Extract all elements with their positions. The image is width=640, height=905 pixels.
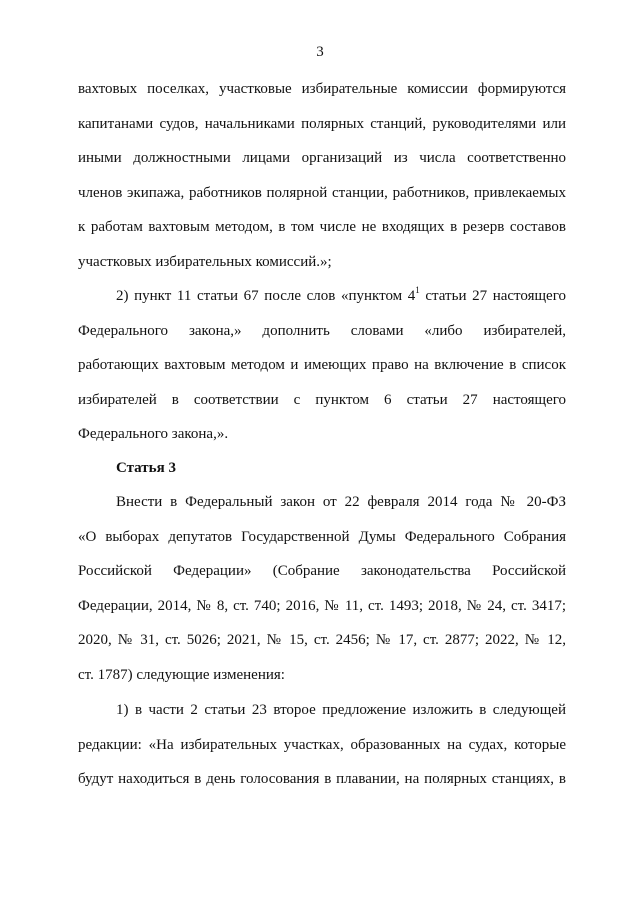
paragraph-continuation [78,72,566,279]
heading-text: Статья 3 [116,460,176,476]
text-line: Внести в Федеральный закон от 22 февраля 2014 года № 20-ФЗ [116,494,566,510]
text-line: 2020, № 31, ст. 5026; 2021, № 15, ст. 2456; № 17, ст. 2877; 2022, № 12, [78,632,566,648]
article-heading [78,451,566,486]
text-line: Федерального закона,» дополнить словами «либо избирателей, [78,322,566,339]
text-line: участковых избирательных комиссий.»; [78,253,332,270]
text-line: будут находиться в день голосования в плавании, на полярных станциях, в [78,771,566,787]
text-line: вахтовых поселках, участковые избирательные комиссии формируются [78,81,566,97]
text-line: «О выборах депутатов Государственной Думы Федерального Собрания [78,528,566,545]
text-line: работающих вахтовым методом и имеющих право на включение в список [78,357,566,373]
paragraph-item-2 [78,279,566,452]
text-line: членов экипажа, работников полярной станции, работников, привлекаемых [78,184,566,201]
text-fragment: 2) пункт 11 статьи 67 после слов «пунктом 4 [116,288,416,304]
superscript: 1 [415,285,420,295]
text-line: избирателей в соответствии с пунктом 6 статьи 27 настоящего [78,391,566,408]
text-line: Федерального закона,». [78,426,229,442]
text-line: Федерации, 2014, № 8, ст. 740; 2016, № 11, ст. 1493; 2018, № 24, ст. 3417; [78,597,566,614]
text-line: редакции: «На избирательных участках, образованных на судах, которые [78,736,566,753]
text-line: иными должностными лицами организаций из числа соответственно [78,150,566,166]
paragraph-item-1 [78,693,566,797]
page-number: 3 [316,44,324,60]
text-line: ст. 1787) следующие изменения: [78,666,285,683]
text-line: капитанами судов, начальниками полярных станций, руководителями или [78,115,566,132]
text-line [78,279,566,314]
text-line: к работам вахтовым методом, в том числе не входящих в резерв составов [78,219,566,235]
text-line: 1) в части 2 статьи 23 второе предложение изложить в следующей [116,702,566,718]
paragraph-article-3 [78,485,566,692]
text-line: Российской Федерации» (Собрание законодательства Российской [78,563,566,579]
text-fragment: статьи 27 настоящего [419,288,566,304]
